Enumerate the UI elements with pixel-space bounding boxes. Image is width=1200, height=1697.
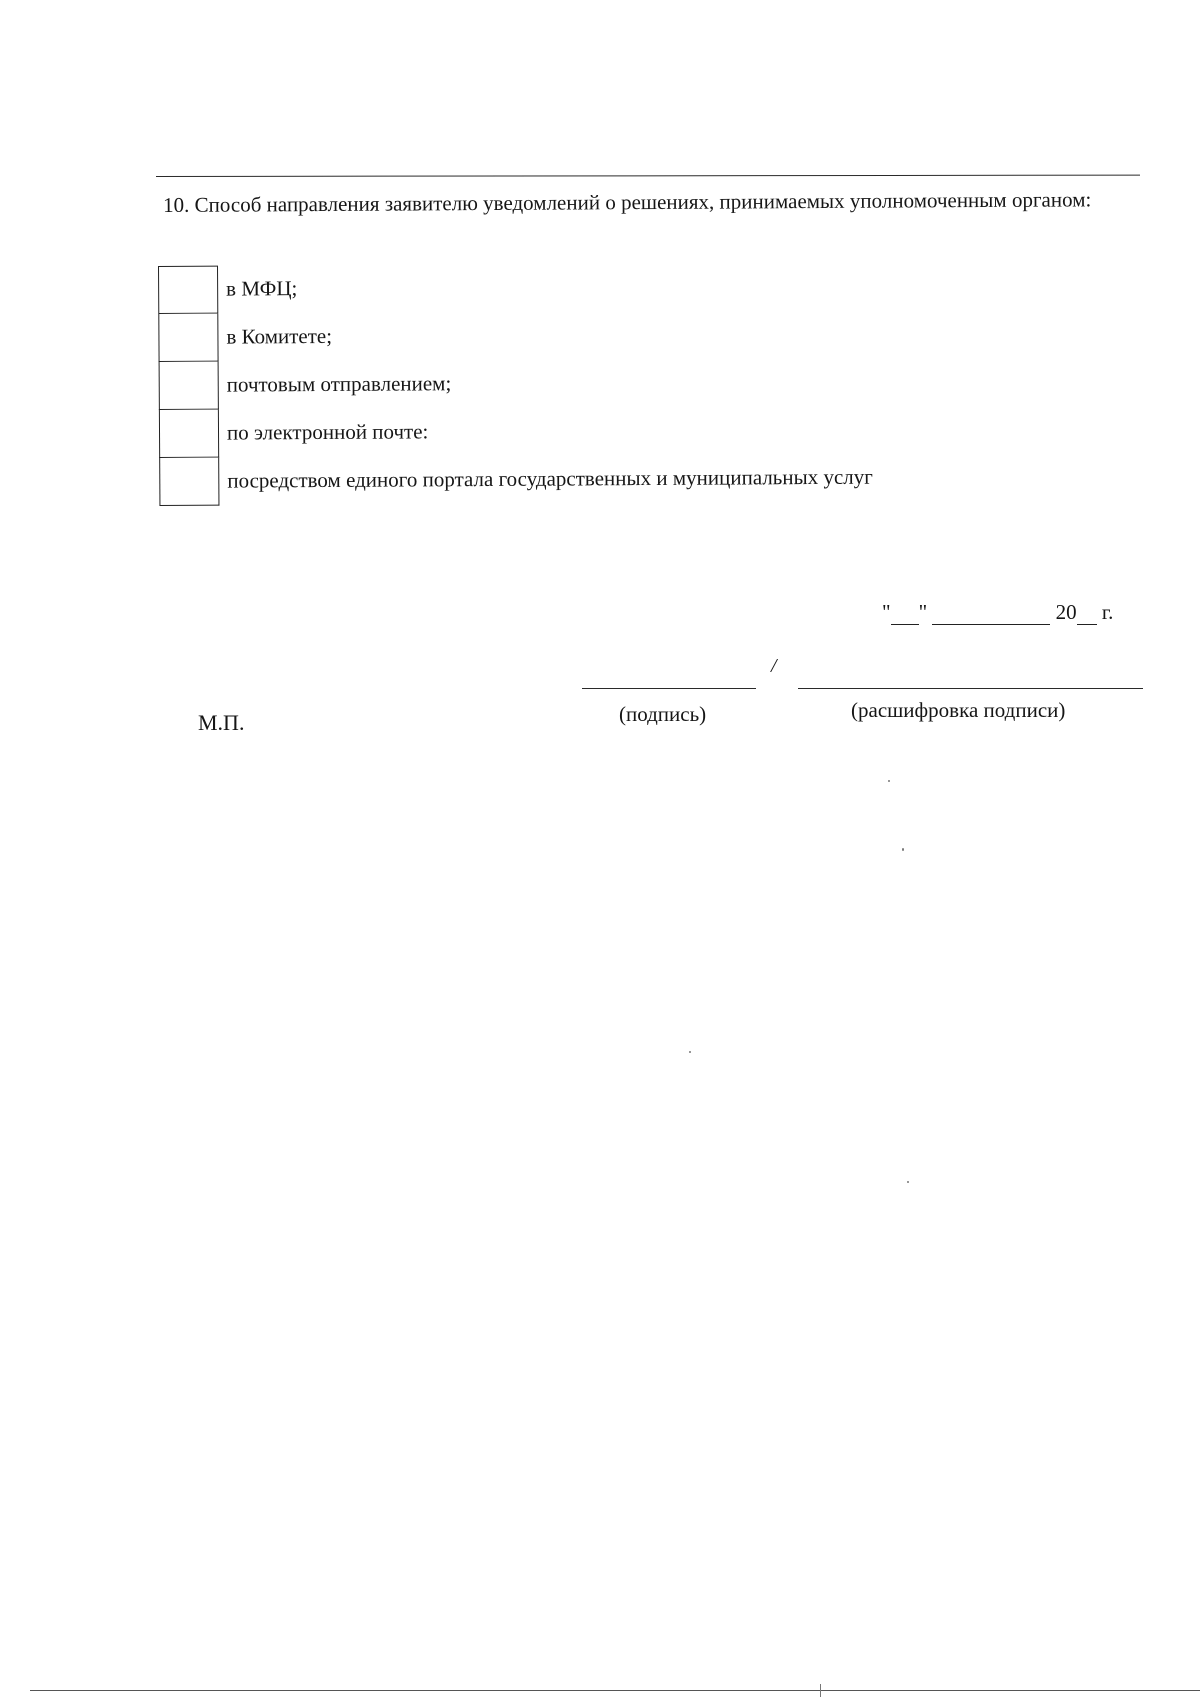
scan-speck (689, 1051, 691, 1053)
year-blank[interactable] (1077, 604, 1097, 625)
section-10-heading: 10. Способ направления заявителю уведомлений о решениях, принимаемых уполномоченным органом: (163, 187, 1092, 217)
scan-speck (902, 848, 904, 851)
date-line (882, 600, 1113, 625)
option-committee (158, 309, 1058, 362)
option-post-checkbox[interactable] (159, 362, 219, 410)
scan-speck (907, 1181, 909, 1183)
year-prefix: 20 (1055, 600, 1077, 624)
option-post (159, 357, 1059, 410)
scan-speck (888, 780, 890, 782)
option-email (159, 404, 1059, 457)
date-quote-close: " (918, 600, 928, 624)
option-portal-label: посредством единого портала государственных и муниципальных услуг (227, 464, 873, 493)
option-post-label: почтовым отправлением; (226, 371, 452, 397)
date-quote-open: " (882, 600, 891, 624)
option-portal-checkbox[interactable] (159, 458, 219, 506)
option-mfc-checkbox[interactable] (158, 266, 218, 314)
option-email-label: по электронной почте: (226, 419, 429, 445)
option-committee-label: в Комитете; (226, 323, 333, 349)
year-suffix: г. (1101, 600, 1114, 624)
option-mfc (158, 261, 1058, 314)
option-portal (159, 452, 1059, 505)
option-mfc-label: в МФЦ; (226, 276, 298, 301)
stamp-placeholder: М.П. (198, 710, 245, 735)
option-email-checkbox[interactable] (159, 410, 219, 458)
signature-decoding-line[interactable] (798, 688, 1143, 689)
signature-separator: / (771, 655, 777, 677)
top-rule (156, 175, 1140, 177)
bottom-rule (30, 1690, 1200, 1691)
signature-caption: (подпись) (619, 702, 707, 726)
bottom-tick (820, 1684, 821, 1697)
month-blank[interactable] (932, 604, 1050, 625)
option-committee-checkbox[interactable] (158, 314, 218, 362)
delivery-options-list (158, 261, 1059, 506)
signature-line[interactable] (582, 688, 756, 689)
signature-decoding-caption: (расшифровка подписи) (851, 698, 1066, 722)
day-blank[interactable] (891, 604, 919, 625)
